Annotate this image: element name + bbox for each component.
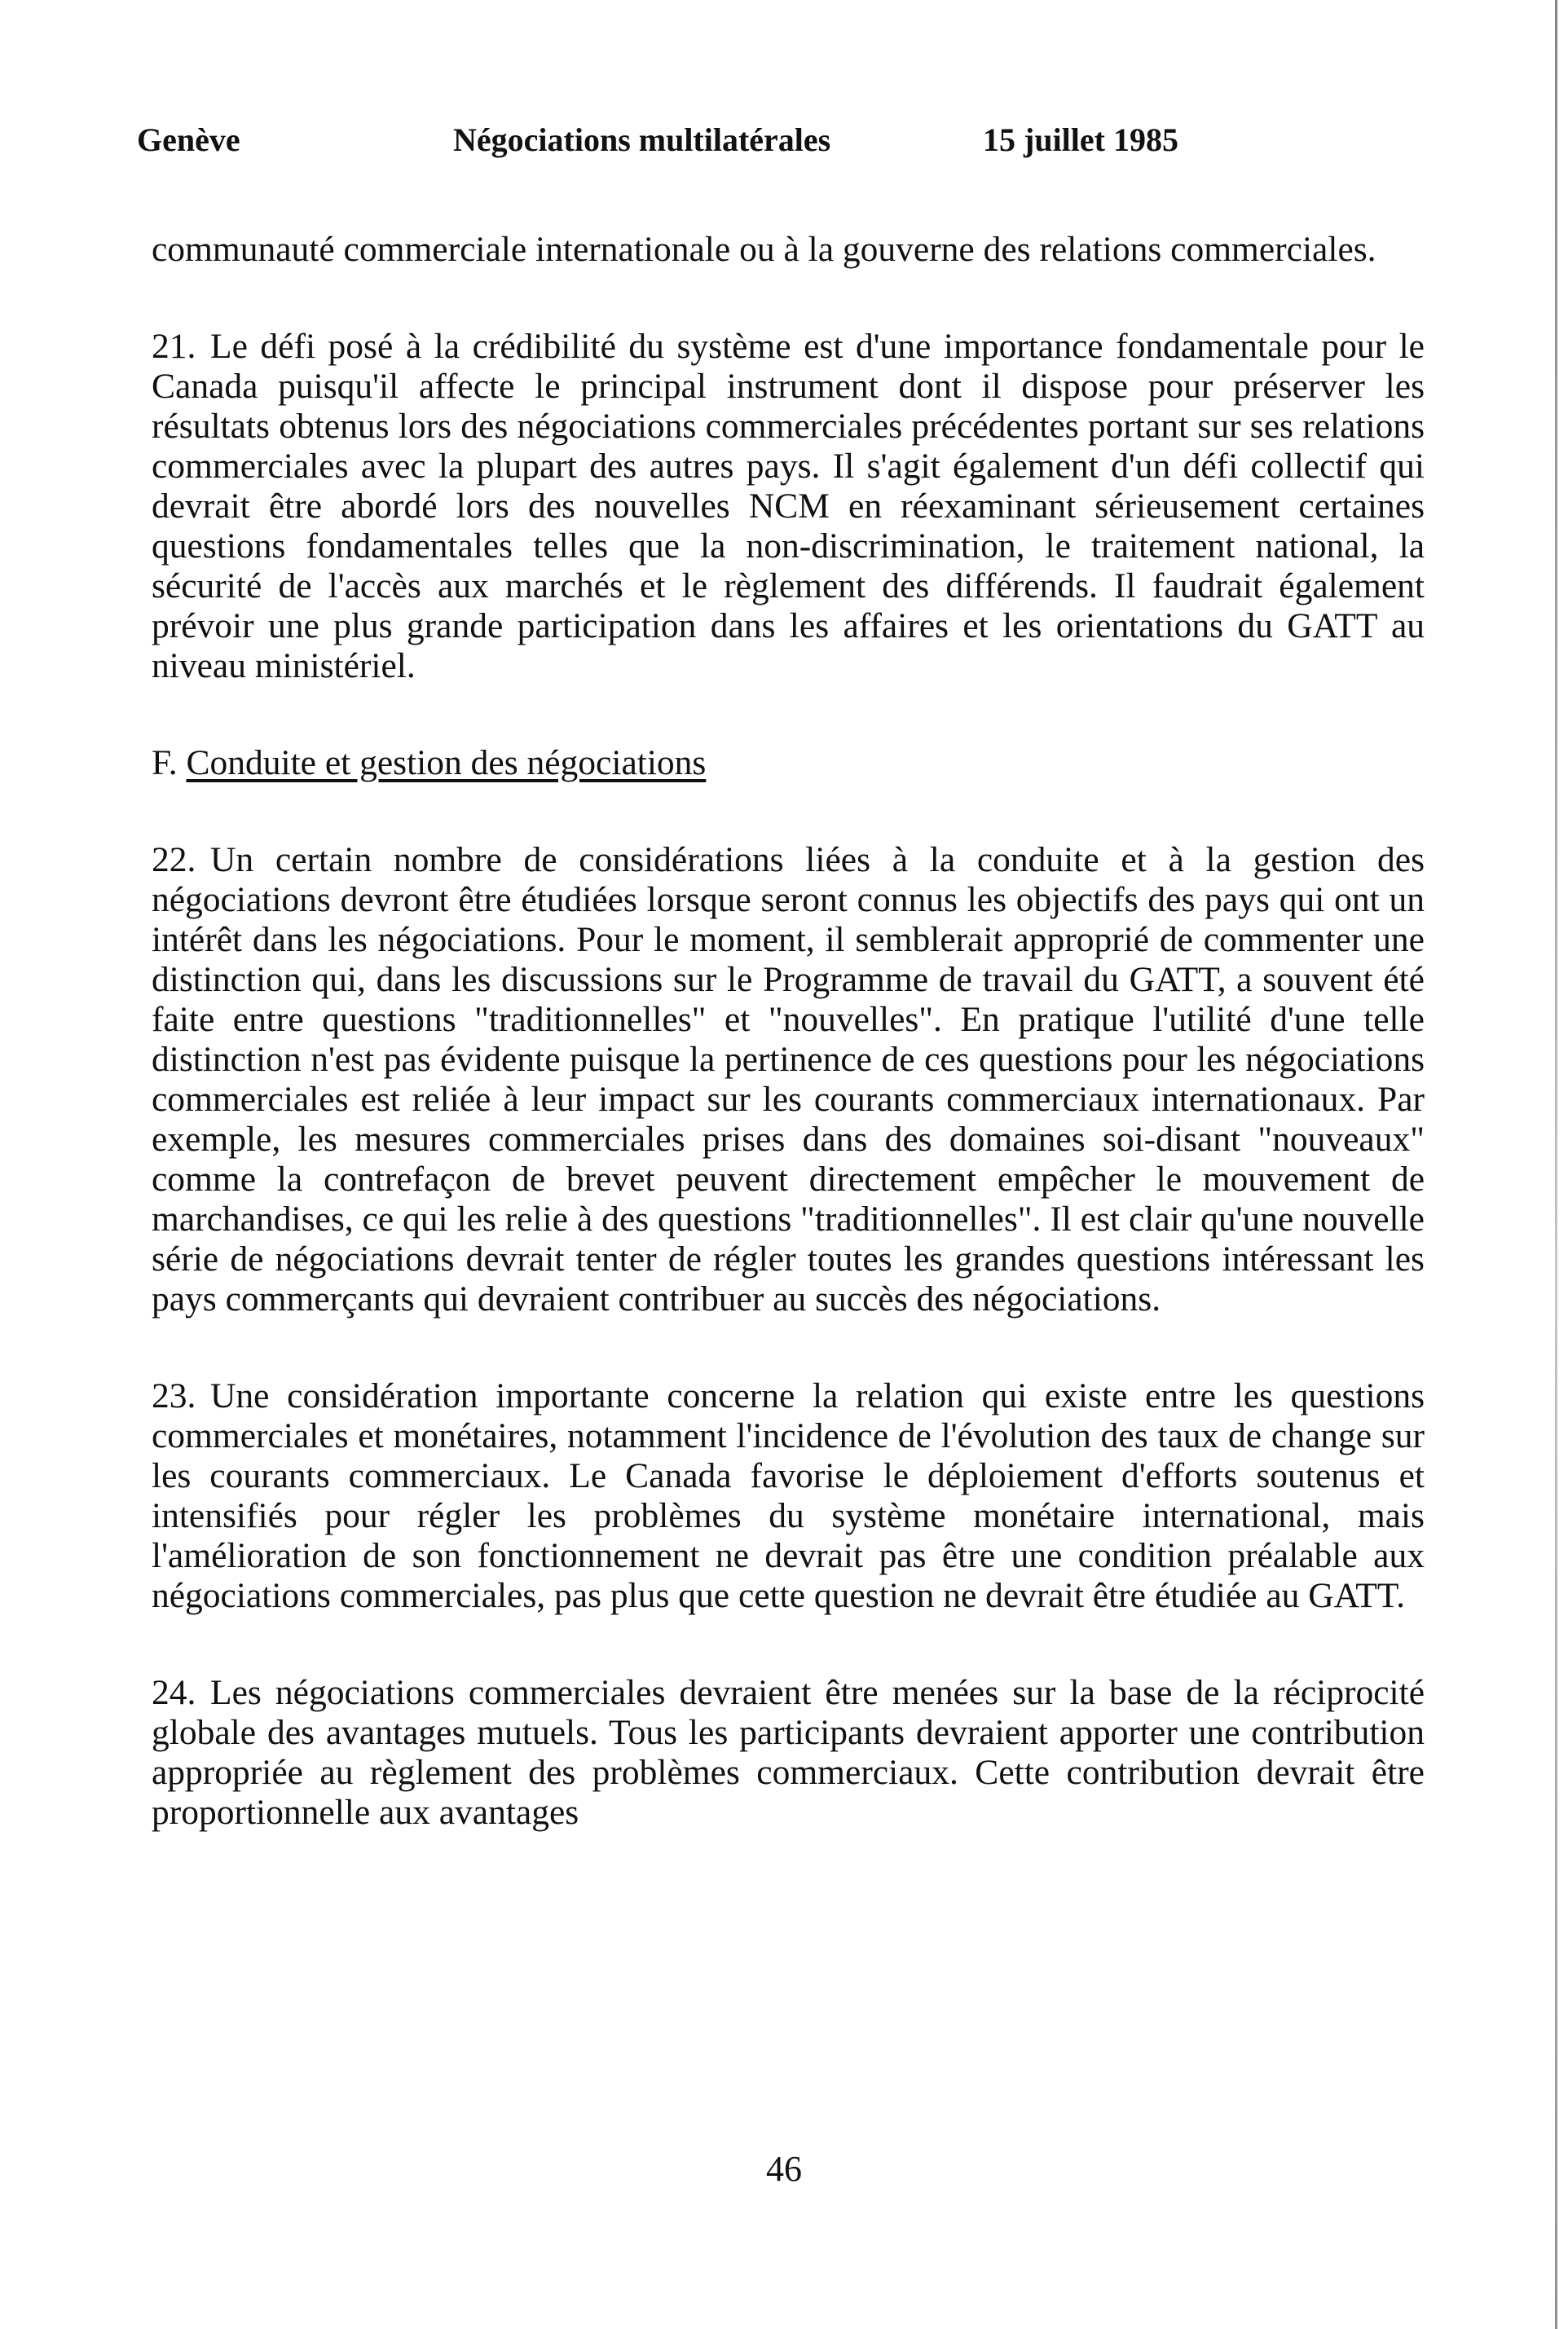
paragraph-number: 24. [152, 1673, 196, 1712]
paragraph-continued [152, 230, 1425, 270]
scan-edge-line [1555, 0, 1557, 2329]
header-location: Genève [137, 121, 240, 158]
paragraph-text: Un certain nombre de considérations liées à la conduite et à la gestion des négociations devront être étudiées lorsque seront connus les objectifs des pays qui ont un intérêt dans les négociations. Pour le moment, il semblerait approprié de commenter une distinction qui, dans les discussions sur le Programme de travail du GATT, a souvent été faite entre questions "traditionnelles" et "nouvelles". En pratique l'utilité d'une telle distinction n'est pas évidente puisque la pertinence de ces questions pour les négociations commerciales est reliée à leur impact sur les courants commerciaux internationaux. Par exemple, les mesures commerciales prises dans des domaines soi-disant "nouveaux" comme la contrefaçon de brevet peuvent directement empêcher le mouvement de marchandises, ce qui les relie à des questions "traditionnelles". Il est clair qu'une nouvelle série de négociations devrait tenter de régler toutes les grandes questions intéressant les pays commerçants qui devraient contribuer au succès des négociations. [152, 840, 1425, 1319]
header-title: Négociations multilatérales [453, 121, 831, 158]
paragraph-text: Les négociations commerciales devraient être menées sur la base de la réciprocité globale des avantages mutuels. Tous les participants devraient apporter une contribution appropriée au règlement des problèmes commerciaux. Cette contribution devrait être proportionnelle aux avantages [152, 1673, 1425, 1832]
page-number: 46 [766, 2149, 802, 2189]
paragraph-number: 23. [152, 1376, 196, 1415]
page-footer [0, 2148, 1568, 2190]
header-date: 15 juillet 1985 [983, 121, 1178, 158]
section-heading [152, 743, 1425, 783]
paragraph-number: 21. [152, 327, 196, 366]
paragraph-22 [152, 840, 1425, 1319]
paragraph-21 [152, 327, 1425, 686]
paragraph-number: 22. [152, 840, 196, 879]
page-header [137, 121, 1441, 170]
paragraph-text: Une considération importante concerne la relation qui existe entre les questions commerciales et monétaires, notamment l'incidence de l'évolution des taux de change sur les courants commerciaux. Le Canada favorise le déploiement d'efforts soutenus et intensifiés pour régler les problèmes du système monétaire international, mais l'amélioration de son fonctionnement ne devrait pas être une condition préalable aux négociations commerciales, pas plus que cette question ne devrait être étudiée au GATT. [152, 1376, 1425, 1615]
section-letter: F. [152, 743, 178, 782]
document-body [152, 230, 1425, 1890]
paragraph-24 [152, 1673, 1425, 1833]
paragraph-text: Le défi posé à la crédibilité du système est d'une importance fondamentale pour le Canada puisqu'il affecte le principal instrument dont il dispose pour préserver les résultats obtenus lors des négociations commerciales précédentes portant sur ses relations commerciales avec la plupart des autres pays. Il s'agit également d'un défi collectif qui devrait être abordé lors des nouvelles NCM en réexaminant sérieusement certaines questions fondamentales telles que la non-discrimination, le traitement national, la sécurité de l'accès aux marchés et le règlement des différends. Il faudrait également prévoir une plus grande participation dans les affaires et les orientations du GATT au niveau ministériel. [152, 327, 1425, 685]
paragraph-text: communauté commerciale internationale ou à la gouverne des relations commerciales. [152, 230, 1376, 269]
section-title: Conduite et gestion des négociations [186, 743, 707, 782]
paragraph-23 [152, 1376, 1425, 1616]
